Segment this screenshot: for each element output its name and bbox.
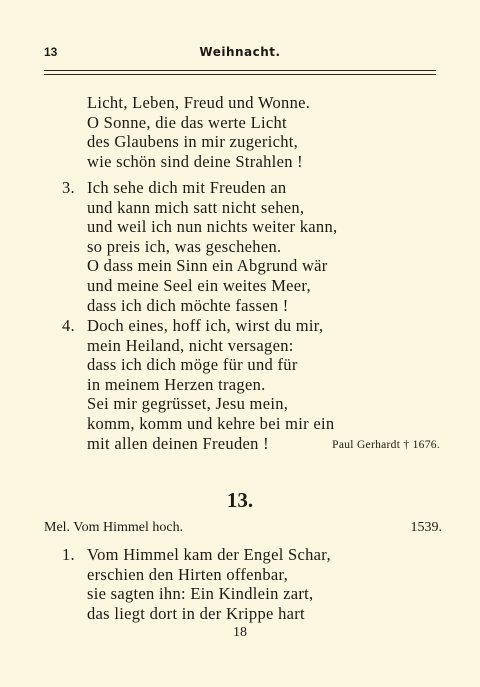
author-attribution: Paul Gerhardt † 1676. — [332, 439, 440, 451]
running-head-page-number: 13 — [44, 45, 58, 59]
running-head-title: Weihnacht. — [199, 45, 281, 59]
verse-line: und meine Seel ein weites Meer, — [87, 275, 311, 295]
verse-line: das liegt dort in der Krippe hart — [87, 603, 305, 623]
verse-line: Sei mir gegrüsset, Jesu mein, — [87, 394, 289, 414]
stanza-number: 3. — [62, 178, 75, 197]
verse-line: und weil ich nun nichts weiter kann, — [87, 217, 338, 237]
verse-line: erschien den Hirten offenbar, — [87, 564, 289, 584]
verse-line: Doch eines, hoff ich, wirst du mir, — [87, 316, 324, 335]
stanza-3 — [62, 178, 338, 315]
melody-year: 1539. — [410, 520, 442, 535]
verse-line: dass ich dich möge für und für — [87, 355, 298, 375]
verse-line: Licht, Leben, Freud und Wonne. — [87, 93, 311, 112]
header-rule-bottom — [44, 74, 436, 75]
verse-line: sie sagten ihn: Ein Kindlein zart, — [87, 584, 314, 604]
page-number: 18 — [233, 625, 247, 640]
verse-line: mein Heiland, nicht versagen: — [87, 335, 294, 355]
verse-line: in meinem Herzen tragen. — [87, 374, 266, 394]
verse-line: Ich sehe dich mit Freuden an — [87, 178, 287, 197]
stanza-1 — [62, 545, 331, 623]
verse-line: des Glaubens in mir zugericht, — [87, 132, 299, 152]
stanza-4 — [62, 316, 335, 453]
melody-label: Mel. Vom Himmel hoch. — [44, 520, 184, 535]
verse-line: mit allen deinen Freuden ! — [87, 433, 269, 453]
header-rule-top — [44, 70, 436, 71]
running-head — [44, 45, 436, 65]
stanza-number: 4. — [62, 316, 75, 335]
stanza-number: 1. — [62, 545, 75, 564]
verse-line: und kann mich satt nicht sehen, — [87, 197, 305, 217]
verse-line: komm, komm und kehre bei mir ein — [87, 413, 335, 433]
verse-line: so preis ich, was geschehen. — [87, 236, 282, 256]
continued-stanza — [87, 93, 310, 171]
verse-line: O dass mein Sinn ein Abgrund wär — [87, 256, 328, 276]
verse-line: Vom Himmel kam der Engel Schar, — [87, 545, 331, 564]
verse-line: wie schön sind deine Strahlen ! — [87, 151, 303, 171]
hymn-number: 13. — [226, 488, 254, 512]
verse-line: O Sonne, die das werte Licht — [87, 112, 287, 132]
verse-line: dass ich dich möchte fassen ! — [87, 295, 289, 315]
